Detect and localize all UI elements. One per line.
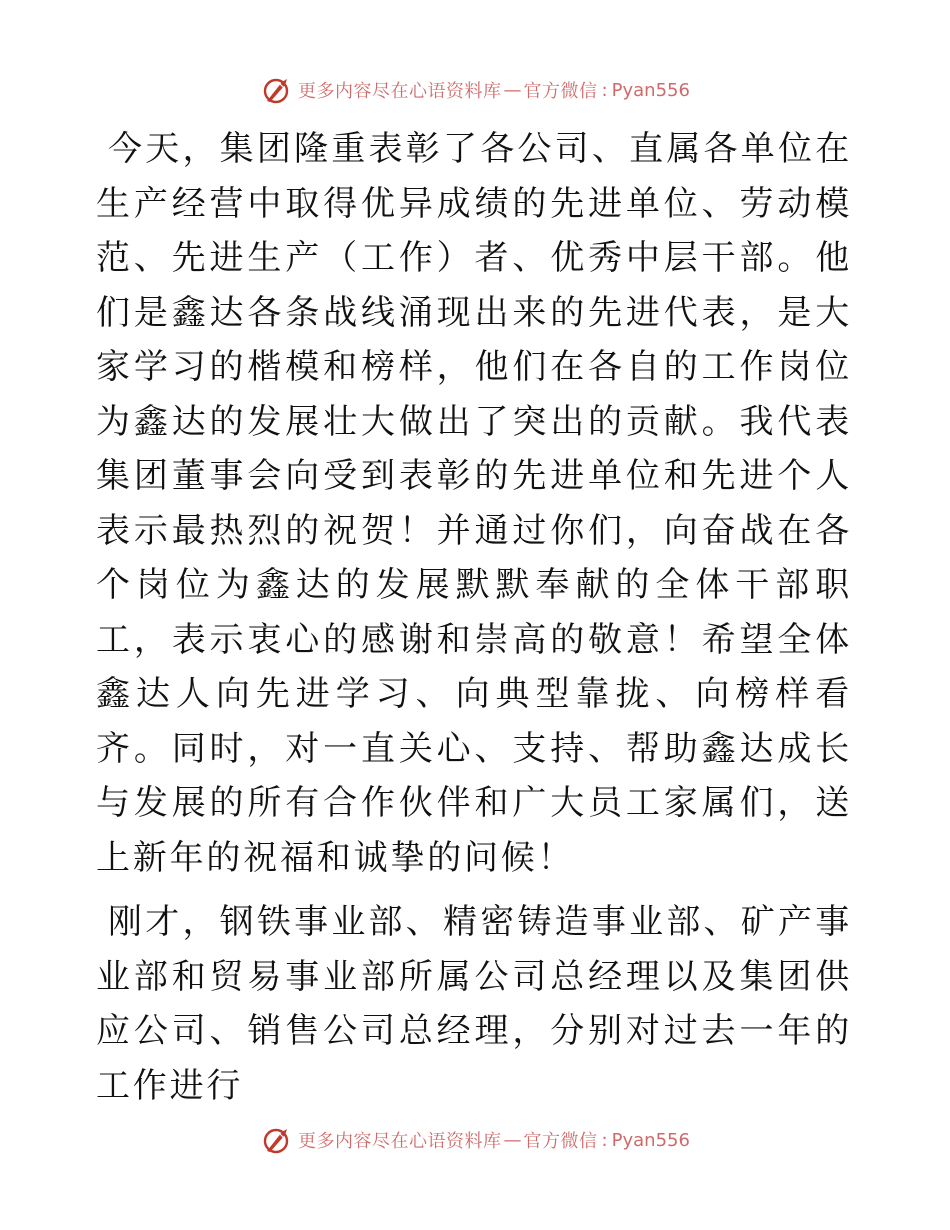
- banner-site-text: 更多内容尽在心语资料库: [298, 81, 502, 102]
- banner-wechat-label: 官方微信: [523, 1131, 598, 1152]
- document-body: [96, 122, 852, 1123]
- footer-banner: [0, 1120, 950, 1160]
- paragraph-1: 今天，集团隆重表彰了各公司、直属各单位在生产经营中取得优异成绩的先进单位、劳动模范、先进生产（工作）者、优秀中层干部。他们是鑫达各条战线涌现出来的先进代表，是大家学习的楷模和榜样，他们在各自的工作岗位为鑫达的发展壮大做出了突出的贡献。我代表集团董事会向受到表彰的先进单位和先进个人表示最热烈的祝贺！并通过你们，向奋战在各个岗位为鑫达的发展默默奉献的全体干部职工，表示衷心的感谢和崇高的敬意！希望全体鑫达人向先进学习、向典型靠拢、向榜样看齐。同时，对一直关心、支持、帮助鑫达成长与发展的所有合作伙伴和广大员工家属们，送上新年的祝福和诚挚的问候！: [96, 129, 852, 878]
- banner-colon: :: [601, 1129, 608, 1151]
- quill-pen-logo-icon: [260, 74, 292, 106]
- quill-pen-logo-icon: [260, 1124, 292, 1156]
- banner-dash: —: [503, 1129, 522, 1151]
- banner-site-text: 更多内容尽在心语资料库: [298, 1131, 502, 1152]
- banner-wechat-id: Pyan556: [611, 1129, 690, 1151]
- banner-wechat-label: 官方微信: [523, 81, 598, 102]
- banner-wechat-id: Pyan556: [611, 79, 690, 101]
- banner-colon: :: [601, 79, 608, 101]
- banner-dash: —: [503, 79, 522, 101]
- header-banner: [0, 70, 950, 110]
- paragraph-2: 刚才，钢铁事业部、精密铸造事业部、矿产事业部和贸易事业部所属公司总经理以及集团供应公司、销售公司总经理，分别对过去一年的工作进行: [96, 902, 852, 1106]
